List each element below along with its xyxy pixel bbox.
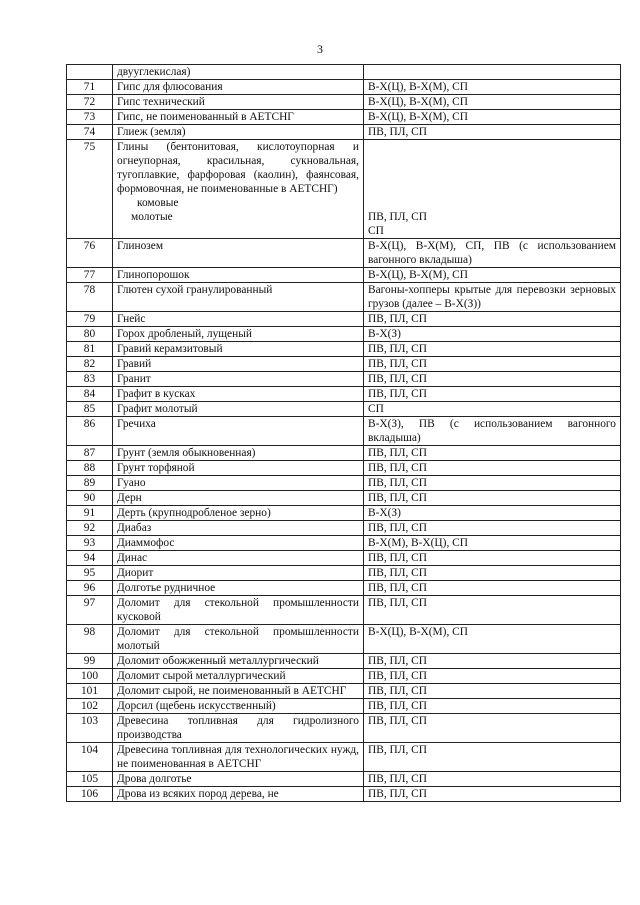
table-row (67, 699, 621, 714)
table-row (67, 581, 621, 596)
cargo-name-cell: Дрова из всяких пород дерева, не (113, 787, 364, 802)
wagon-type-cell: В-Х(Ц), В-Х(М), СП (364, 110, 621, 125)
cargo-name-cell: Дерть (крупнодробленое зерно) (113, 506, 364, 521)
table-row (67, 125, 621, 140)
row-number: 96 (67, 581, 113, 596)
table-row (67, 327, 621, 342)
cargo-name-cell: Динас (113, 551, 364, 566)
wagon-type-cell (364, 140, 621, 239)
wagon-type-cell: ПВ, ПЛ, СП (364, 714, 621, 743)
cargo-name-cell: Доломит сырой, не поименованный в АЕТСНГ (113, 684, 364, 699)
table-row (67, 714, 621, 743)
cargo-name-cell: Древесина топливная для технологических нужд, не поименованная в АЕТСНГ (113, 743, 364, 772)
row-number: 82 (67, 357, 113, 372)
row-number: 98 (67, 625, 113, 654)
row-number: 97 (67, 596, 113, 625)
table-row (67, 95, 621, 110)
row-number: 75 (67, 140, 113, 239)
cargo-name-cell: Долготье рудничное (113, 581, 364, 596)
table-row (67, 312, 621, 327)
table-row (67, 140, 621, 239)
cargo-name-cell: Грунт (земля обыкновенная) (113, 446, 364, 461)
cargo-name-cell (113, 140, 364, 239)
wagon-type-cell: ПВ, ПЛ, СП (364, 312, 621, 327)
table-row (67, 283, 621, 312)
row-number: 85 (67, 402, 113, 417)
cargo-name-cell: Доломит для стекольной промышленности молотый (113, 625, 364, 654)
cargo-name-cell: Доломит обожженный металлургический (113, 654, 364, 669)
wagon-type-cell: В-Х(Ц), В-Х(М), СП (364, 80, 621, 95)
row-number: 91 (67, 506, 113, 521)
row-number: 89 (67, 476, 113, 491)
table-row (67, 669, 621, 684)
wagon-type-cell: ПВ, ПЛ, СП (364, 669, 621, 684)
row-number: 73 (67, 110, 113, 125)
cargo-name-cell: Гнейс (113, 312, 364, 327)
cargo-name-cell: Горох дробленый, лущеный (113, 327, 364, 342)
wagon-type-cell: ПВ, ПЛ, СП (364, 476, 621, 491)
table-row (67, 387, 621, 402)
cargo-subtype: молотые (131, 211, 173, 223)
table-row (67, 521, 621, 536)
row-number: 106 (67, 787, 113, 802)
table-row (67, 446, 621, 461)
wagon-type-cell: ПВ, ПЛ, СП (364, 772, 621, 787)
wagon-type-cell: ПВ, ПЛ, СП (364, 387, 621, 402)
row-number: 83 (67, 372, 113, 387)
cargo-name-cell: Гуано (113, 476, 364, 491)
wagon-type-cell: СП (364, 402, 621, 417)
cargo-subtype: комовые (137, 197, 179, 209)
wagon-type-cell: ПВ, ПЛ, СП (364, 596, 621, 625)
table-row (67, 342, 621, 357)
wagon-type-cell: ПВ, ПЛ, СП (364, 684, 621, 699)
cargo-name-cell: Гипс для флюсования (113, 80, 364, 95)
wagon-type-cell: ПВ, ПЛ, СП (364, 491, 621, 506)
row-number: 99 (67, 654, 113, 669)
wagon-type-cell: ПВ, ПЛ, СП (364, 446, 621, 461)
wagon-type-cell: ПВ, ПЛ, СП (364, 372, 621, 387)
row-number: 101 (67, 684, 113, 699)
cargo-name-cell: Дерн (113, 491, 364, 506)
cargo-table (66, 64, 621, 802)
table-row (67, 491, 621, 506)
row-number: 76 (67, 239, 113, 268)
wagon-type-cell: ПВ, ПЛ, СП (364, 551, 621, 566)
wagon-type-cell: ПВ, ПЛ, СП (364, 743, 621, 772)
cargo-name-cell: Глинозем (113, 239, 364, 268)
cargo-name-cell: Дрова долготье (113, 772, 364, 787)
table-row (67, 110, 621, 125)
cargo-name-cell: Дорсил (щебень искусственный) (113, 699, 364, 714)
table-row (67, 372, 621, 387)
cargo-name-cell: Древесина топливная для гидролизного производства (113, 714, 364, 743)
cargo-table-body (67, 65, 621, 802)
row-number: 74 (67, 125, 113, 140)
row-number: 95 (67, 566, 113, 581)
table-row (67, 772, 621, 787)
cargo-name-cell: двууглекислая) (113, 65, 364, 80)
row-number: 87 (67, 446, 113, 461)
cargo-name-cell: Графит в кусках (113, 387, 364, 402)
wagon-type-cell (364, 65, 621, 80)
page-number: 3 (317, 42, 323, 56)
wagon-type-cell: В-Х(Ц), В-Х(М), СП, ПВ (с использованием вагонного вкладыша) (364, 239, 621, 268)
row-number: 77 (67, 268, 113, 283)
wagon-type-cell: ПВ, ПЛ, СП (364, 654, 621, 669)
row-number: 103 (67, 714, 113, 743)
table-row (67, 417, 621, 446)
wagon-type-cell: ПВ, ПЛ, СП (364, 521, 621, 536)
table-row (67, 596, 621, 625)
row-number: 86 (67, 417, 113, 446)
row-number: 78 (67, 283, 113, 312)
row-number: 71 (67, 80, 113, 95)
wagon-types: СП (368, 225, 384, 237)
table-row (67, 268, 621, 283)
wagon-type-cell: В-Х(З) (364, 506, 621, 521)
table-row (67, 239, 621, 268)
cargo-name-cell: Доломит для стекольной промышленности кусковой (113, 596, 364, 625)
cargo-name-cell: Глиеж (земля) (113, 125, 364, 140)
row-number: 104 (67, 743, 113, 772)
cargo-name-cell: Гравий керамзитовый (113, 342, 364, 357)
table-row (67, 402, 621, 417)
table-row (67, 476, 621, 491)
row-number: 92 (67, 521, 113, 536)
row-number: 100 (67, 669, 113, 684)
wagon-type-cell: Вагоны-хопперы крытые для перевозки зерновых грузов (далее – В-Х(З)) (364, 283, 621, 312)
cargo-name-cell: Гипс технический (113, 95, 364, 110)
cargo-name-cell: Графит молотый (113, 402, 364, 417)
table-row (67, 551, 621, 566)
cargo-name-cell: Гречиха (113, 417, 364, 446)
cargo-name-cell: Диабаз (113, 521, 364, 536)
row-number: 102 (67, 699, 113, 714)
wagon-type-cell: В-Х(М), В-Х(Ц), СП (364, 536, 621, 551)
wagon-types: ПВ, ПЛ, СП (368, 211, 427, 223)
table-row (67, 625, 621, 654)
row-number: 81 (67, 342, 113, 357)
row-number: 94 (67, 551, 113, 566)
row-number: 93 (67, 536, 113, 551)
row-number: 90 (67, 491, 113, 506)
wagon-type-cell: ПВ, ПЛ, СП (364, 566, 621, 581)
wagon-type-cell: В-Х(З), ПВ (с использованием вагонного вкладыша) (364, 417, 621, 446)
table-row (67, 566, 621, 581)
cell-spacer (368, 140, 616, 210)
row-number: 79 (67, 312, 113, 327)
cargo-name-cell: Глинопорошок (113, 268, 364, 283)
wagon-type-cell: В-Х(Ц), В-Х(М), СП (364, 95, 621, 110)
table-row (67, 65, 621, 80)
table-row (67, 654, 621, 669)
row-number (67, 65, 113, 80)
row-number: 84 (67, 387, 113, 402)
table-row (67, 80, 621, 95)
table-row (67, 461, 621, 476)
wagon-type-cell: В-Х(Ц), В-Х(М), СП (364, 625, 621, 654)
wagon-type-cell: ПВ, ПЛ, СП (364, 342, 621, 357)
wagon-type-cell: ПВ, ПЛ, СП (364, 699, 621, 714)
wagon-type-cell: ПВ, ПЛ, СП (364, 787, 621, 802)
cargo-name-cell: Глютен сухой гранулированный (113, 283, 364, 312)
cargo-name-cell: Диорит (113, 566, 364, 581)
table-row (67, 743, 621, 772)
row-number: 88 (67, 461, 113, 476)
wagon-type-cell: В-Х(Ц), В-Х(М), СП (364, 268, 621, 283)
table-row (67, 536, 621, 551)
wagon-type-cell: ПВ, ПЛ, СП (364, 357, 621, 372)
cargo-name: Глины (бентонитовая, кислотоупорная и огнеупорная, красильная, сукновальная, тугоплавкие, фарфоровая (каолин), фаянсовая, формовочная, не поименованные в АЕТСНГ) (117, 141, 359, 195)
cargo-name-cell: Доломит сырой металлургический (113, 669, 364, 684)
cargo-name-cell: Диаммофос (113, 536, 364, 551)
cargo-name-cell: Грунт торфяной (113, 461, 364, 476)
row-number: 80 (67, 327, 113, 342)
wagon-type-cell: В-Х(З) (364, 327, 621, 342)
row-number: 72 (67, 95, 113, 110)
cargo-name-cell: Гранит (113, 372, 364, 387)
cargo-name-cell: Гипс, не поименованный в АЕТСНГ (113, 110, 364, 125)
table-row (67, 787, 621, 802)
table-row (67, 506, 621, 521)
table-row (67, 357, 621, 372)
table-row (67, 684, 621, 699)
row-number: 105 (67, 772, 113, 787)
wagon-type-cell: ПВ, ПЛ, СП (364, 581, 621, 596)
wagon-type-cell: ПВ, ПЛ, СП (364, 461, 621, 476)
wagon-type-cell: ПВ, ПЛ, СП (364, 125, 621, 140)
cargo-name-cell: Гравий (113, 357, 364, 372)
